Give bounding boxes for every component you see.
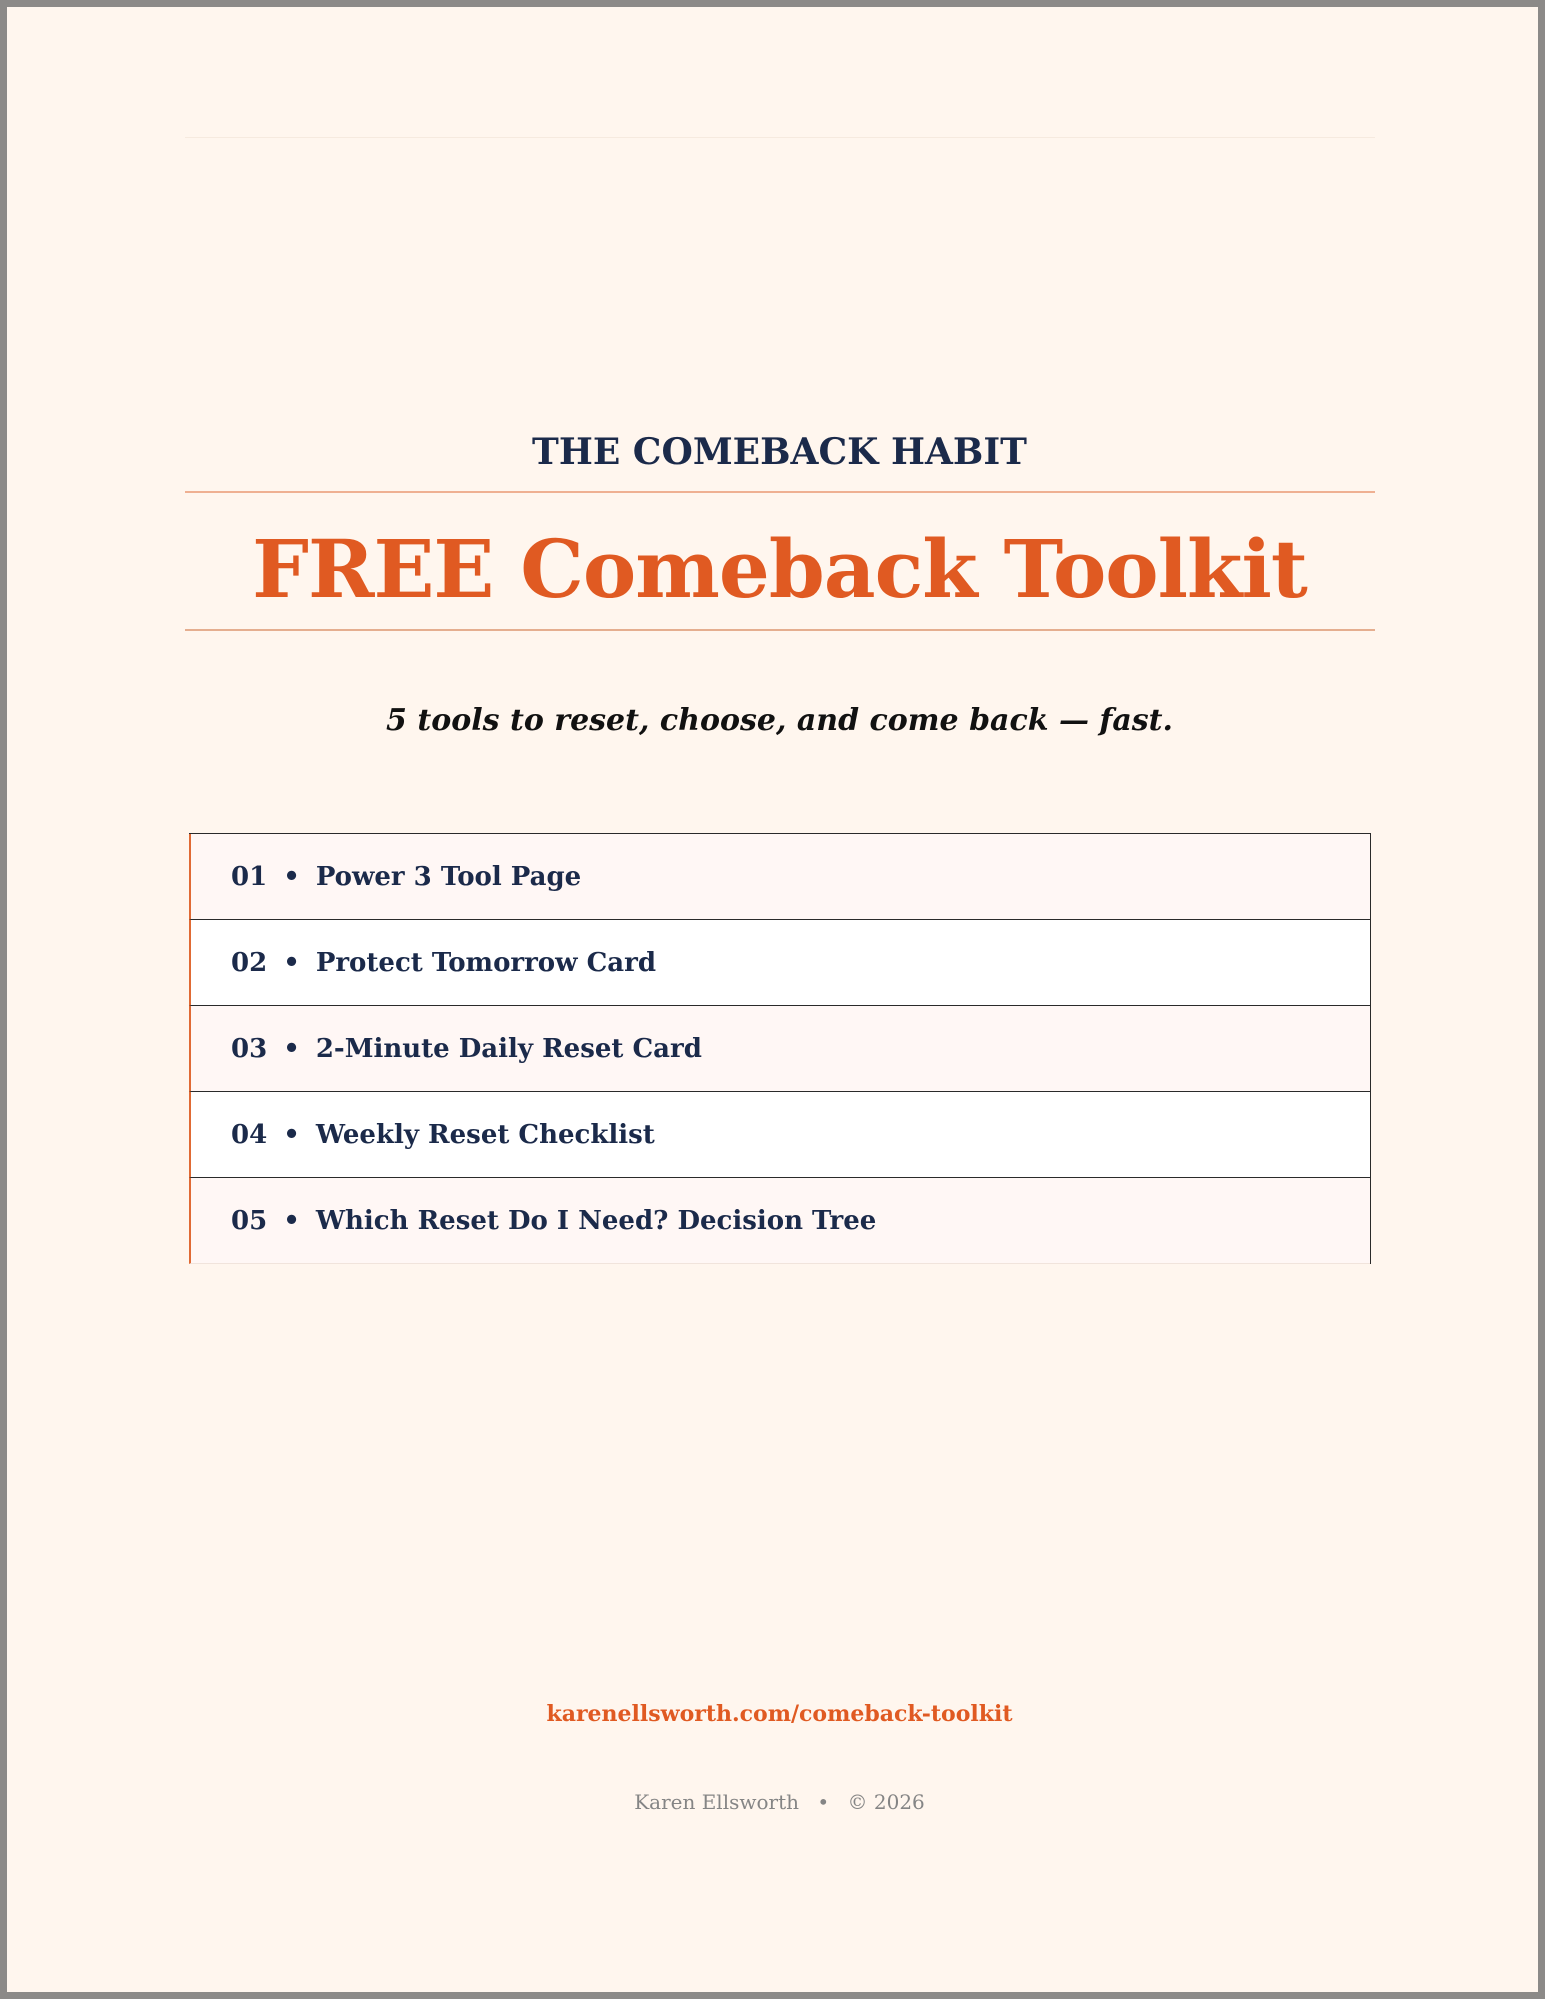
bullet-separator: • [283,1205,300,1236]
title-bottom-divider [185,629,1375,631]
bullet-separator: • [283,947,300,978]
page-title: FREE Comeback Toolkit [252,522,1307,616]
tool-number: 03 [231,1033,268,1064]
page-subtitle: 5 tools to reset, choose, and come back — fast. [386,703,1173,738]
tool-number: 05 [231,1205,268,1236]
copyright-notice: © 2026 [847,1790,925,1814]
tool-list [189,833,1371,1264]
bullet-separator: • [817,1790,830,1814]
tool-label: Which Reset Do I Need? Decision Tree [315,1205,877,1236]
tool-item-weekly-reset [189,1092,1370,1178]
footer-credit [7,1790,1545,1814]
tool-item-decision-tree [189,1178,1370,1264]
tool-item-power-3 [189,834,1370,920]
bullet-separator: • [283,1033,300,1064]
toolkit-url: karenellsworth.com/comeback-toolkit [546,1701,1013,1727]
tool-number: 02 [231,947,268,978]
tool-label: Protect Tomorrow Card [315,947,656,978]
author-name: Karen Ellsworth [634,1790,799,1814]
tool-label: 2-Minute Daily Reset Card [315,1033,702,1064]
tool-item-daily-reset [189,1006,1370,1092]
top-divider [185,137,1375,138]
series-kicker: THE COMEBACK HABIT [532,431,1027,473]
bullet-separator: • [283,1119,300,1150]
tool-number: 01 [231,861,268,892]
bullet-separator: • [283,861,300,892]
title-top-divider [185,491,1375,493]
tool-label: Weekly Reset Checklist [315,1119,655,1150]
tool-item-protect-tomorrow [189,920,1370,1006]
tool-label: Power 3 Tool Page [315,861,582,892]
tool-number: 04 [231,1119,268,1150]
